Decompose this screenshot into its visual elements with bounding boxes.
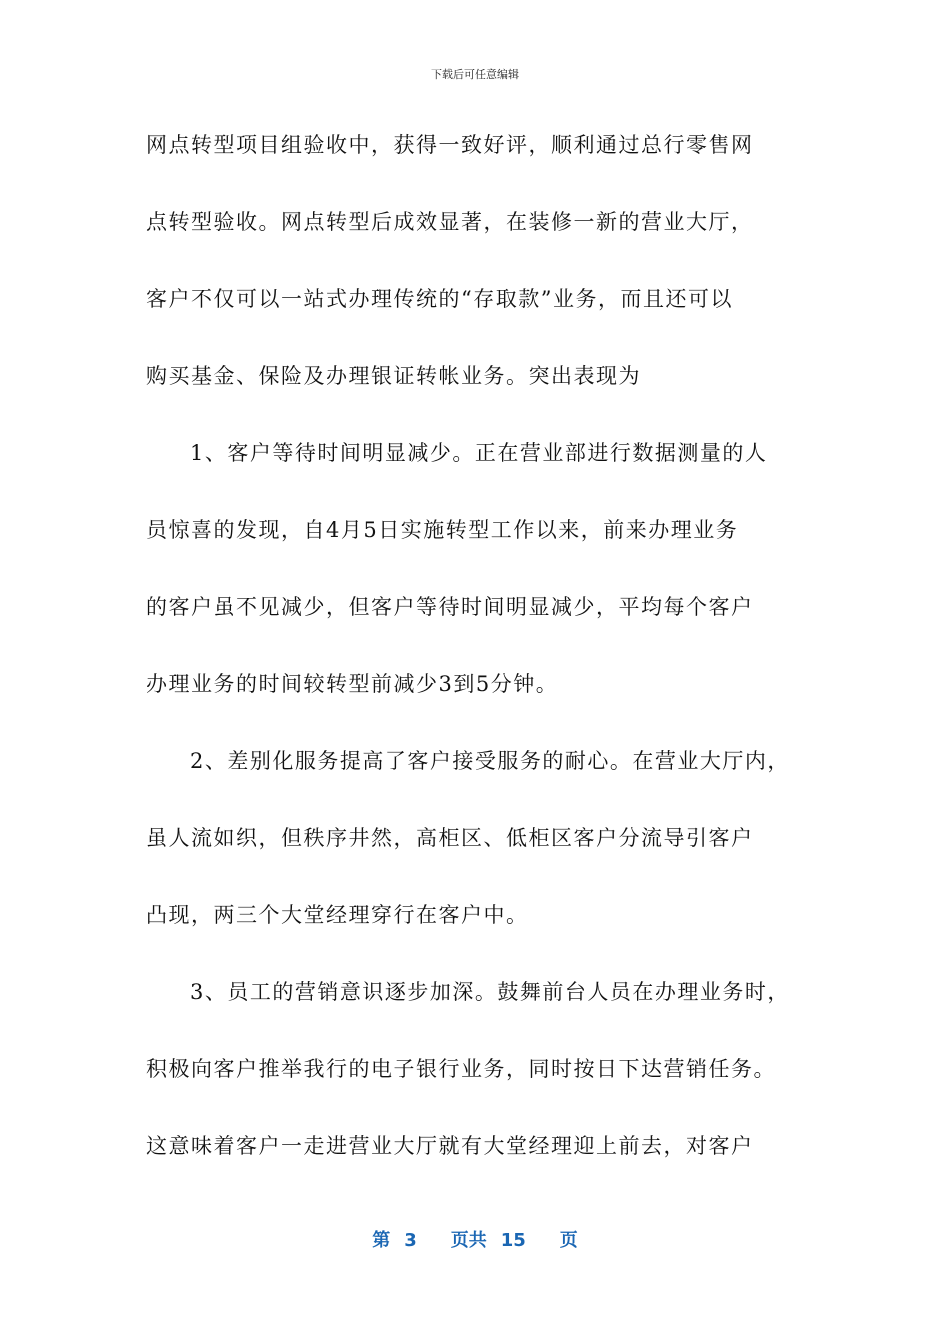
- text-line: 办理业务的时间较转型前减少3到5分钟。: [146, 672, 559, 696]
- text-line: 员惊喜的发现，自4月5日实施转型工作以来，前来办理业务: [146, 518, 739, 542]
- footer-suffix: 页: [559, 1230, 578, 1251]
- text-line: 积极向客户推举我行的电子银行业务，同时按日下达营销任务。: [146, 1057, 776, 1081]
- text-line: 这意味着客户一走进营业大厅就有大堂经理迎上前去，对客户: [146, 1134, 754, 1158]
- document-body: [146, 122, 826, 1200]
- paragraph-start-1: 1、客户等待时间明显减少。正在营业部进行数据测量的人: [190, 441, 768, 465]
- footer-current-page: 3: [404, 1230, 417, 1251]
- text-line: 客户不仅可以一站式办理传统的“存取款”业务，而且还可以: [146, 287, 733, 311]
- text-line: 点转型验收。网点转型后成效显著，在装修一新的营业大厅，: [146, 210, 754, 234]
- header-note: 下载后可任意编辑: [431, 68, 519, 81]
- text-line: 凸现，两三个大堂经理穿行在客户中。: [146, 903, 529, 927]
- paragraph-start-2: 2、差别化服务提高了客户接受服务的耐心。在营业大厅内，: [190, 749, 790, 773]
- footer-prefix: 第: [372, 1230, 391, 1251]
- text-line: 虽人流如织，但秩序井然，高柜区、低柜区客户分流导引客户: [146, 826, 754, 850]
- text-line: 网点转型项目组验收中，获得一致好评，顺利通过总行零售网: [146, 133, 754, 157]
- page-footer: [0, 1226, 950, 1252]
- text-line: 购买基金、保险及办理银证转帐业务。突出表现为: [146, 364, 641, 388]
- footer-middle: 页共: [450, 1230, 487, 1251]
- text-line: 的客户虽不见减少，但客户等待时间明显减少，平均每个客户: [146, 595, 754, 619]
- paragraph-start-3: 3、员工的营销意识逐步加深。鼓舞前台人员在办理业务时，: [190, 980, 790, 1004]
- footer-total-pages: 15: [500, 1230, 526, 1251]
